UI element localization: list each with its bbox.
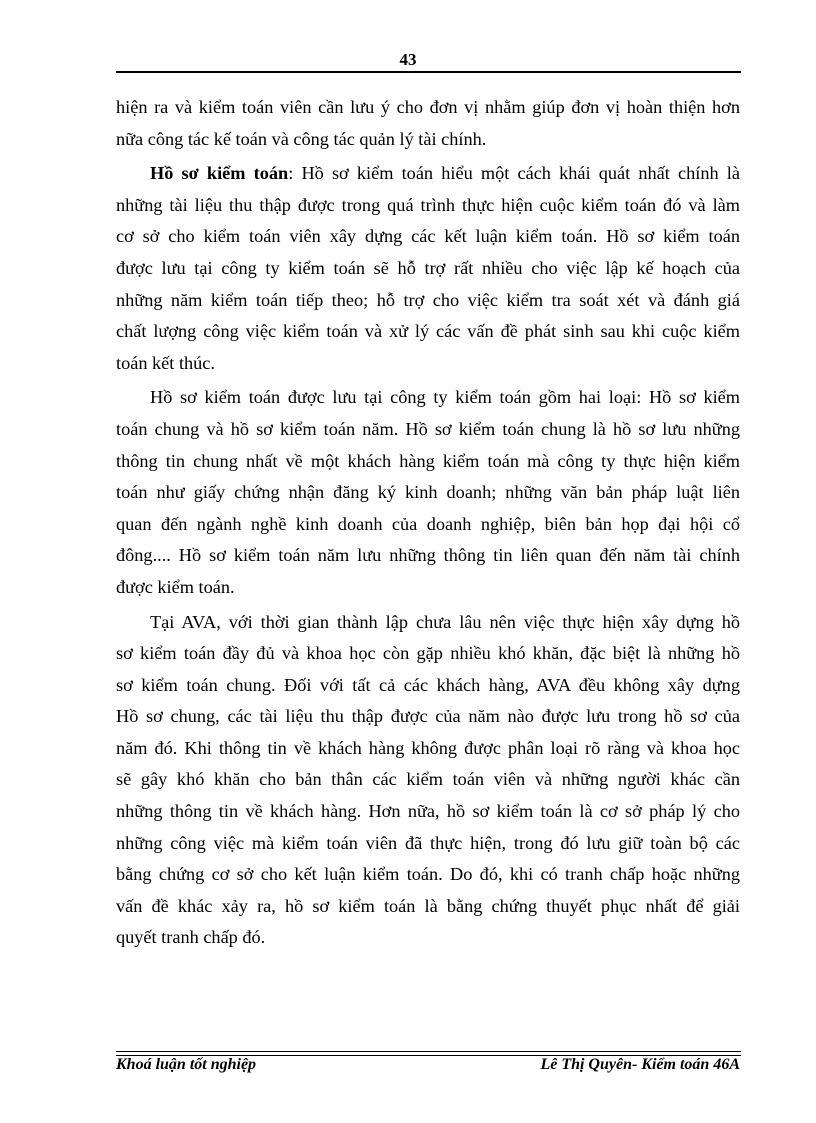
text-line: sơ kiểm toán chung. Đối với tất cả các khách hàng, AVA đều không xây dựng [116,674,740,695]
footer-thesis-title: Khoá luận tốt nghiệp [116,1056,257,1073]
paragraph [116,92,740,155]
line-text: : Hồ sơ kiểm toán hiểu một cách khái quát nhất chính là [288,163,740,184]
page-number: 43 [399,50,417,69]
paragraph [116,158,740,379]
text-line: toán như giấy chứng nhận đăng ký kinh doanh; những văn bản pháp luật liên [116,482,740,503]
text-line: đông.... Hồ sơ kiểm toán năm lưu những thông tin liên quan đến năm tài chính [116,545,740,566]
text-line: nữa công tác kế toán và công tác quản lý tài chính. [116,128,487,149]
paragraph [116,382,740,603]
text-line [116,158,740,190]
text-line: Hồ sơ chung, các tài liệu thu thập được của năm nào được lưu trong hồ sơ của [116,706,740,727]
text-line: toán kết thúc. [116,352,215,373]
text-line: được kiểm toán. [116,576,235,597]
text-line: Tại AVA, với thời gian thành lập chưa lâu nên việc thực hiện xây dựng hồ [150,611,740,632]
text-line: sơ kiểm toán đầy đủ và khoa học còn gặp nhiều khó khăn, đặc biệt là những hồ [116,643,740,664]
text-line: quan đến ngành nghề kinh doanh của doanh nghiệp, biên bản họp đại hội cổ [116,513,740,534]
text-line: thông tin chung nhất về một khách hàng kiểm toán mà công ty thực hiện kiểm [116,450,740,471]
paragraph [116,607,740,955]
text-line: những công việc mà kiểm toán viên đã thực hiện, trong đó lưu giữ toàn bộ các [116,832,740,853]
document-body [116,92,740,957]
text-line: bằng chứng cơ sở cho kết luận kiểm toán. Do đó, khi có tranh chấp hoặc những [116,864,740,885]
text-line: những năm kiểm toán tiếp theo; hỗ trợ cho việc kiểm tra soát xét và đánh giá [116,289,740,310]
text-line: những tài liệu thu thập được trong quá trình thực hiện cuộc kiểm toán đó và làm [116,194,740,215]
text-line: cơ sở cho kiểm toán viên xây dựng các kết luận kiểm toán. Hồ sơ kiểm toán [116,226,740,247]
text-line: năm đó. Khi thông tin về khách hàng không được phân loại rõ ràng và khoa học [116,737,740,758]
text-line: quyết tranh chấp đó. [116,927,266,948]
text-line: chất lượng công việc kiểm toán và xử lý các vấn đề phát sinh sau khi cuộc kiểm [116,321,740,342]
text-line: hiện ra và kiểm toán viên cần lưu ý cho đơn vị nhằm giúp đơn vị hoàn thiện hơn [116,97,740,117]
footer [116,1056,740,1074]
footer-author: Lê Thị Quyên- Kiểm toán 46A [540,1056,740,1073]
text-line: được lưu tại công ty kiểm toán sẽ hỗ trợ rất nhiều cho việc lập kế hoạch của [116,257,740,278]
bold-lead-term: Hồ sơ kiểm toán [150,163,289,184]
text-line: sẽ gây khó khăn cho bản thân các kiểm toán viên và những người khác cần [116,769,740,790]
header-rule [116,71,741,73]
text-line: những thông tin về khách hàng. Hơn nữa, hồ sơ kiểm toán là cơ sở pháp lý cho [116,801,740,822]
text-line: vấn đề khác xảy ra, hồ sơ kiểm toán là bằng chứng thuyết phục nhất để giải [116,895,740,916]
text-line: toán chung và hồ sơ kiểm toán năm. Hồ sơ kiểm toán chung là hồ sơ lưu những [116,418,740,439]
text-line: Hồ sơ kiểm toán được lưu tại công ty kiểm toán gồm hai loại: Hồ sơ kiểm [150,387,740,408]
